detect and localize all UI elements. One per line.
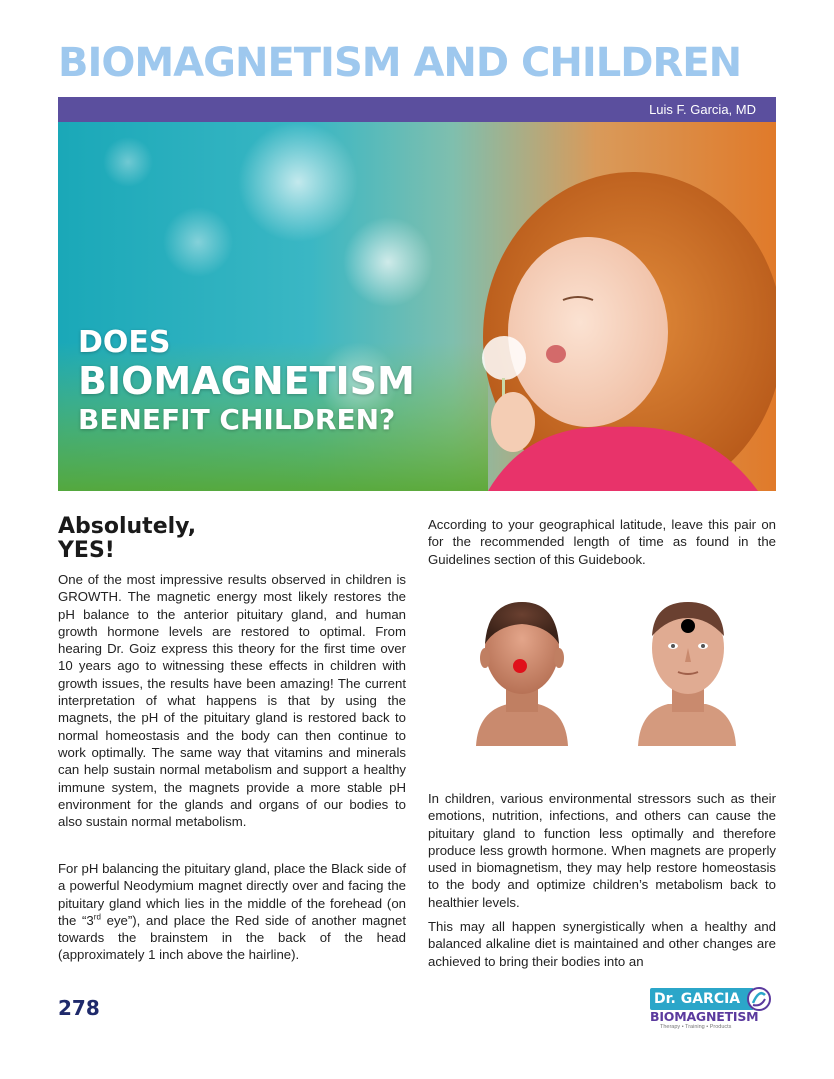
left-column-lower — [58, 860, 406, 964]
superscript: rd — [93, 912, 101, 922]
right-column — [428, 516, 776, 568]
hero-line-3: BENEFIT CHILDREN? — [78, 403, 396, 436]
left-paragraph-2 — [58, 860, 406, 964]
magnet-placement-figure — [468, 596, 748, 746]
hero-image — [58, 122, 776, 491]
hero-headline — [78, 325, 415, 436]
logo-wordmark: BIOMAGNETISM — [650, 1009, 759, 1024]
left-paragraph-1: One of the most impressive results observed in children is GROWTH. The magnetic energy most likely restores the pH balance to the anterior pituitary gland, and human growth hormone levels are restored to optimal. From hearing Dr. Goiz express this theory for the first time over 10 years ago to witnessing these effects in children with growth issues, the results have been amazing! The current interpretation of what happens is that by using the magnets, the pH of the pituitary gland is restored back to normal homeostasis and the body can then continue to work optimally. The same way that vitamins and minerals can help sustain normal metabolism and support a healthy immune system, the magnets provide a more stable pH environment for the glands and organs of our bodies to also sustain normal metabolism. — [58, 572, 406, 830]
head-illustrations — [468, 596, 748, 746]
left-paragraph-2-part-a: For pH balancing the pituitary gland, place the Black side of a powerful Neodymium magnet directly over and facing the pituitary gland which lies in the middle of the forehead (on the “3 — [58, 861, 406, 928]
right-column-lower — [428, 790, 776, 970]
back-of-head — [476, 602, 568, 746]
hero-line-1: DOES — [78, 325, 171, 360]
hero-line-2: BIOMAGNETISM — [78, 359, 415, 403]
heading-line-2: YES! — [58, 538, 115, 563]
author-name: Luis F. Garcia, MD — [649, 102, 756, 117]
page-number: 278 — [58, 996, 100, 1020]
right-paragraph-1: According to your geographical latitude, leave this pair on for the recommended length of time as found in the Guidelines section of this Guidebook. — [428, 517, 776, 567]
logo-name: Dr. GARCIA — [650, 988, 754, 1010]
red-magnet-marker — [513, 659, 527, 673]
right-paragraph-2: In children, various environmental stressors such as their emotions, nutrition, infections, and others can cause the pituitary gland to function less optimally and therefore produce less growth hormone. When magnets are properly used in biomagnetism, they may help restore homeostasis to the body and optimize children’s metabolism back to healthier levels. — [428, 791, 776, 910]
heading-line-1: Absolutely, — [58, 514, 197, 539]
right-paragraph-3: This may all happen synergistically when a healthy and balanced alkaline diet is maintained and other changes are achieved to bring their bodies into an — [428, 919, 776, 969]
author-bar — [58, 97, 776, 122]
section-heading — [58, 515, 196, 563]
left-paragraph-2-part-b: eye”), and place the Red side of another magnet towards the brainstem in the back of the head (approximately 1 inch above the hairline). — [58, 912, 406, 963]
black-magnet-marker — [681, 619, 695, 633]
brand-logo — [650, 988, 776, 1032]
logo-tagline: Therapy • Training • Products — [660, 1024, 732, 1030]
page-title: BIOMAGNETISM AND CHILDREN — [58, 40, 742, 86]
left-column — [58, 571, 406, 830]
